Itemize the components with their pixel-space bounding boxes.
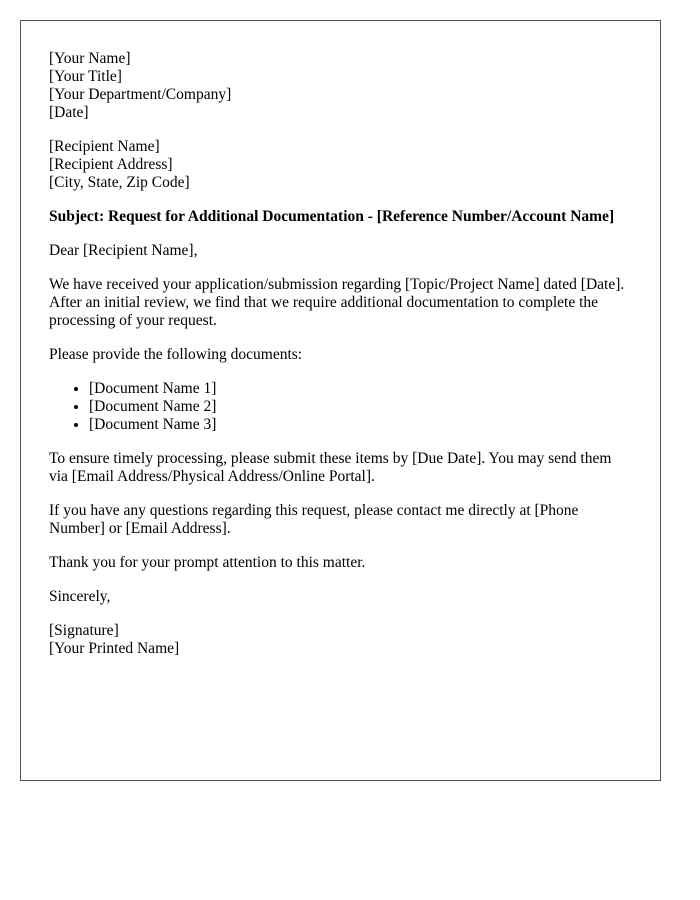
document-list-item: • [Document Name 3] (89, 416, 632, 434)
salutation: Dear [Recipient Name], (49, 242, 198, 259)
letter-page (20, 20, 661, 781)
paragraph-deadline: To ensure timely processing, please submit these items by [Due Date]. You may send them via [Email Address/Physical Address/Online Portal]. (49, 450, 612, 485)
paragraph-request: Please provide the following documents: (49, 346, 303, 363)
printed-name: [Your Printed Name] (49, 640, 180, 657)
closing: Sincerely, (49, 588, 111, 605)
paragraph-contact: If you have any questions regarding this request, please contact me directly at [Phone Number] or [Email Address]. (49, 502, 579, 537)
recipient-block (49, 138, 632, 192)
sender-department: [Your Department/Company] (49, 86, 232, 103)
paragraph-thanks: Thank you for your prompt attention to this matter. (49, 554, 366, 571)
paragraph-intro: We have received your application/submission regarding [Topic/Project Name] dated [Date]. After an initial review, we find that we require additional documentation to complete the processing of your request. (49, 276, 625, 329)
sender-block (49, 50, 632, 122)
letter-date: [Date] (49, 104, 89, 121)
recipient-address: [Recipient Address] (49, 156, 173, 173)
signature: [Signature] (49, 622, 119, 639)
recipient-city-state-zip: [City, State, Zip Code] (49, 174, 190, 191)
document-list (49, 380, 632, 434)
document-list-item: • [Document Name 1] (89, 380, 632, 398)
signature-block (49, 622, 632, 658)
document-list-item: • [Document Name 2] (89, 398, 632, 416)
sender-name: [Your Name] (49, 50, 131, 67)
sender-title: [Your Title] (49, 68, 122, 85)
subject-line: Subject: Request for Additional Documentation - [Reference Number/Account Name] (49, 208, 615, 225)
recipient-name: [Recipient Name] (49, 138, 160, 155)
